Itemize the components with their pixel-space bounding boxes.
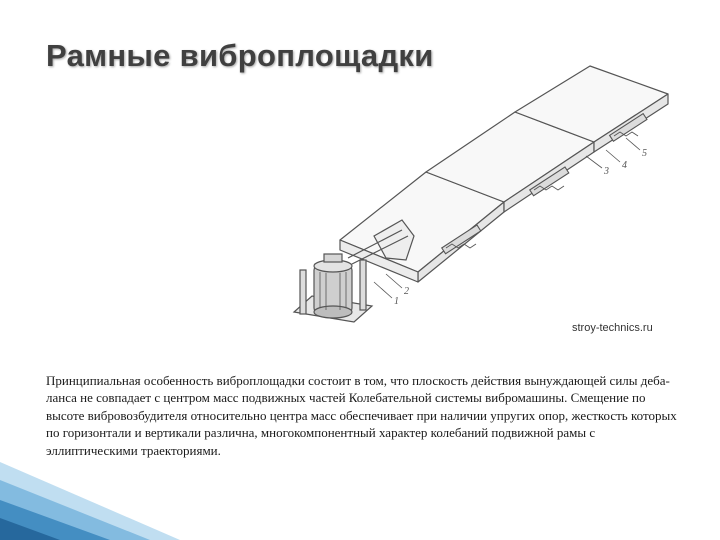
vibro-platform-drawing bbox=[290, 60, 670, 340]
part-number-4: 4 bbox=[622, 160, 627, 171]
body-paragraph: Принципиальная особенность виброплощадки состоит в том, что плоскость действия вынуждающей силы деба-ланса не совпадает с центром масс подвижных частей Колебательной системы вибромашины. Смещение по высоте вибровозбудителя относительно центра масс обеспечивает при наличии упругих опор, жесткость которых по горизонтали и вертикали различна, многокомпонентный характер колебаний подвижной рамы с эллиптическими траекториями. bbox=[46, 373, 677, 458]
part-number-2: 2 bbox=[404, 286, 409, 297]
part-number-3: 3 bbox=[604, 166, 609, 177]
figure-caption: stroy-technics.ru bbox=[572, 322, 653, 334]
motor-frame-right bbox=[360, 260, 366, 310]
motor-frame-left bbox=[300, 270, 306, 314]
part-number-5: 5 bbox=[642, 148, 647, 159]
slide-title: Рамные виброплощадки bbox=[46, 38, 434, 73]
corner-decoration bbox=[0, 450, 180, 540]
part-number-1: 1 bbox=[394, 296, 399, 307]
